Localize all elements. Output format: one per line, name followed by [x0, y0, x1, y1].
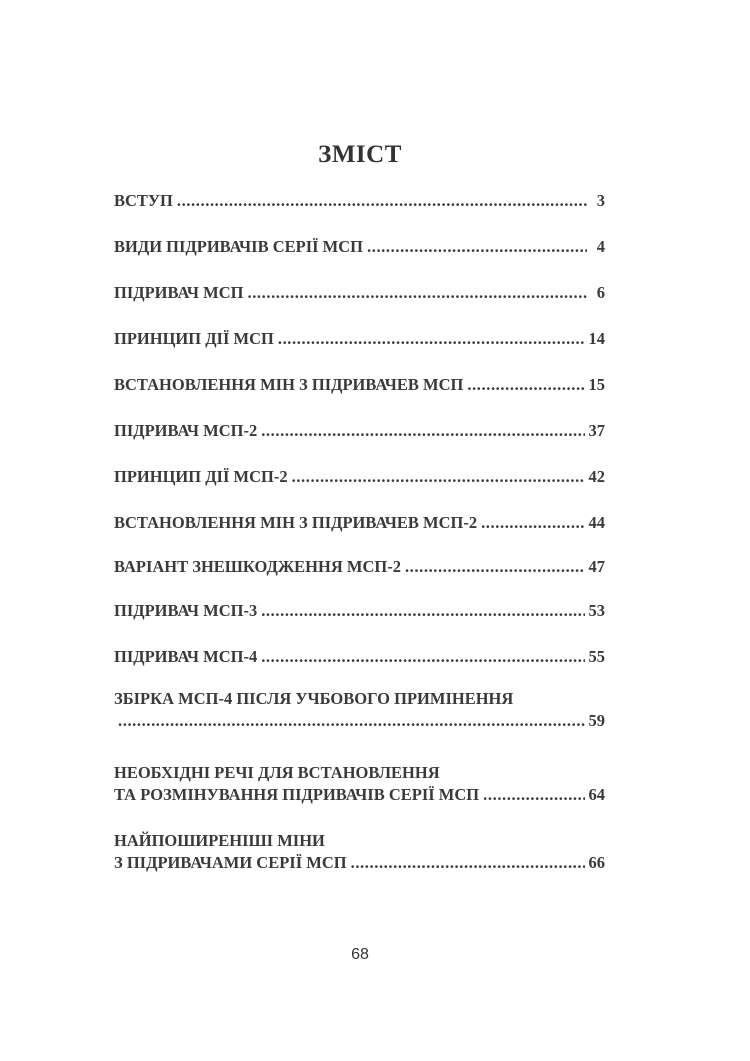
toc-entry-page: 3 [596, 191, 605, 210]
page-number: 68 [351, 946, 369, 963]
toc-entry-title: ЗБІРКА МСП-4 ПІСЛЯ УЧБОВОГО ПРИМІНЕННЯ [114, 689, 514, 708]
toc-dot-leader [483, 784, 584, 806]
toc-entry-page: 6 [596, 283, 605, 302]
toc-dot-leader [261, 646, 584, 668]
toc-entry-title: ВСТАНОВЛЕННЯ МІН З ПІДРИВАЧЕВ МСП-2 [114, 513, 478, 532]
toc-dot-leader [118, 710, 585, 732]
toc-entry [114, 466, 605, 488]
toc-dot-leader [261, 420, 584, 442]
toc-entry-title: ВИДИ ПІДРИВАЧІВ СЕРІЇ МСП [114, 237, 363, 256]
toc-entry [114, 282, 605, 304]
toc-dot-leader [467, 374, 584, 396]
toc-entry [114, 600, 605, 622]
toc-entry [114, 556, 605, 578]
toc-entry [114, 830, 605, 874]
toc-entry [114, 512, 605, 534]
toc-dot-leader [292, 466, 585, 488]
toc-entry-title: ВСТУП [114, 191, 173, 210]
toc-entry-page: 55 [588, 647, 605, 666]
toc-dot-leader [367, 236, 587, 258]
toc-entry-page: 4 [596, 237, 605, 256]
toc-entry [114, 420, 605, 442]
toc-entry-page: 59 [588, 711, 605, 730]
toc-entry-title: ПРИНЦИП ДІЇ МСП [114, 329, 274, 348]
toc-entry [114, 762, 605, 806]
toc-dot-leader [261, 600, 584, 622]
toc-entry-page: 66 [588, 853, 605, 872]
toc-entry-page: 44 [588, 513, 605, 532]
toc-entry-title: ПІДРИВАЧ МСП-4 [114, 647, 258, 666]
toc-dot-leader [481, 512, 584, 534]
toc-entry-page: 47 [588, 557, 605, 576]
toc-entry [114, 328, 605, 350]
toc-entry-title-continued: З ПІДРИВАЧАМИ СЕРІЇ МСП [114, 853, 347, 872]
toc-entry-page: 37 [588, 421, 605, 440]
toc-entry-title-continued: ТА РОЗМІНУВАННЯ ПІДРИВАЧІВ СЕРІЇ МСП [114, 785, 480, 804]
toc-dot-leader [177, 190, 587, 212]
toc-entry-title: ПІДРИВАЧ МСП-2 [114, 421, 258, 440]
toc-dot-leader [405, 556, 585, 578]
toc-entry-title: НЕОБХІДНІ РЕЧІ ДЛЯ ВСТАНОВЛЕННЯ [114, 763, 440, 782]
toc-entry-page: 15 [588, 375, 605, 394]
toc-entry-title: ПІДРИВАЧ МСП-3 [114, 601, 258, 620]
toc-entry-title: ПІДРИВАЧ МСП [114, 283, 244, 302]
toc-entry-title: НАЙПОШИРЕНІШІ МІНИ [114, 831, 325, 850]
toc-entry-title: ВАРІАНТ ЗНЕШКОДЖЕННЯ МСП-2 [114, 557, 401, 576]
toc-entry [114, 236, 605, 258]
toc-entry [114, 374, 605, 396]
toc-entry-page: 42 [588, 467, 605, 486]
toc-entry [114, 646, 605, 668]
toc-entry-title: ВСТАНОВЛЕННЯ МІН З ПІДРИВАЧЕВ МСП [114, 375, 464, 394]
toc-dot-leader [278, 328, 585, 350]
toc-entry [114, 190, 605, 212]
toc-entry-title: ПРИНЦИП ДІЇ МСП-2 [114, 467, 288, 486]
toc-entry [114, 688, 605, 732]
toc-entry-page: 14 [588, 329, 605, 348]
toc-entry-page: 53 [588, 601, 605, 620]
toc-dot-leader [351, 852, 585, 874]
toc-entry-page: 64 [588, 785, 605, 804]
toc-dot-leader [247, 282, 587, 304]
page-title: ЗМІСТ [318, 141, 402, 168]
